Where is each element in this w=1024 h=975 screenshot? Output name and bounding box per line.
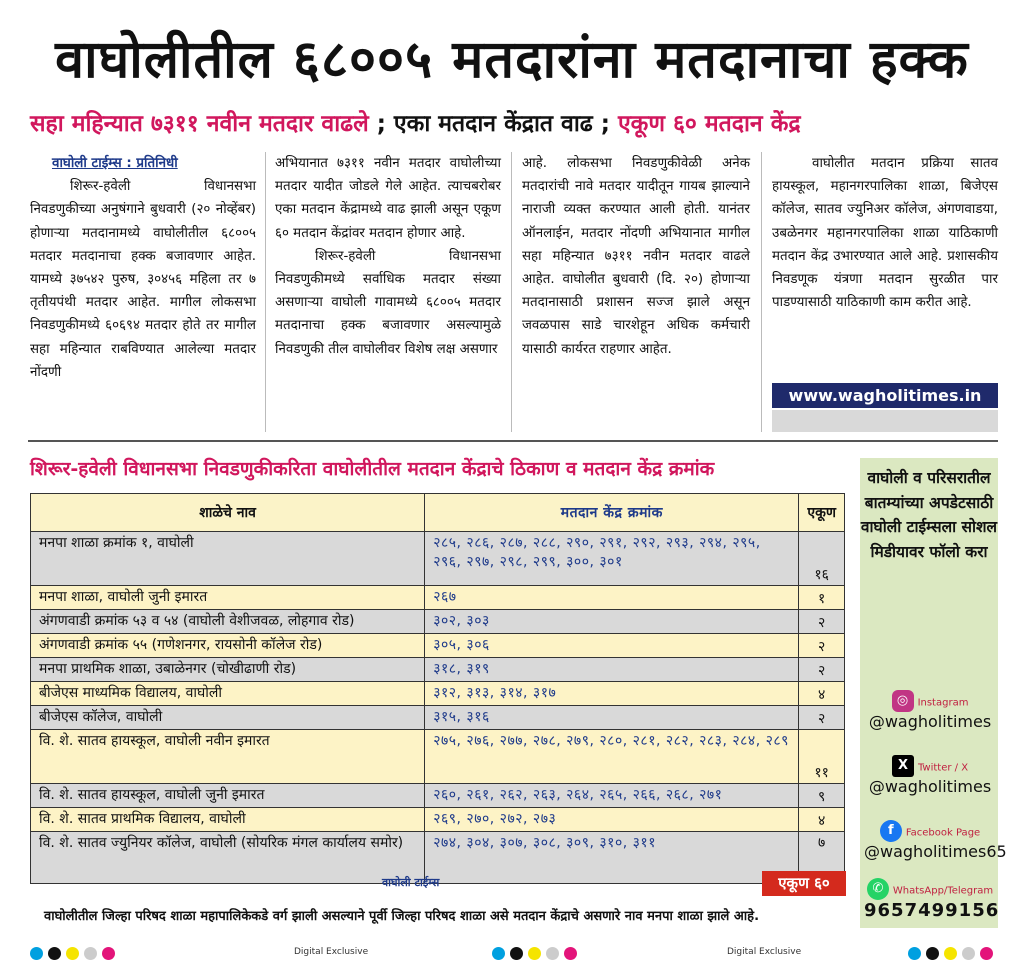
header-total: एकूण (799, 494, 845, 532)
grand-total-badge: एकूण ६० (762, 871, 846, 896)
cell-total: ७ (799, 832, 845, 884)
table-row (31, 586, 845, 610)
table-row (31, 658, 845, 682)
cell-nums: ३०५, ३०६ (425, 634, 799, 658)
article-column-1 (30, 152, 256, 384)
digital-exclusive-label: Digital Exclusive (727, 947, 802, 957)
header-booths: मतदान केंद्र क्रमांक (425, 494, 799, 532)
x-block[interactable] (864, 755, 996, 796)
article-paragraph: अभियानात ७३११ नवीन मतदार वाघोलीच्या मतदार यादीत जोडले गेले आहेत. त्याचबरोबर एका मतदान केंद्रामध्ये वाढ झाली असून एकूण ६० मतदान केंद्रांवर मतदान होणार आहे. (275, 156, 501, 241)
cell-nums: २६७ (425, 586, 799, 610)
cell-name: अंगणवाडी क्रमांक ५५ (गणेशनगर, रायसोनी कॉलेज रोड) (31, 634, 425, 658)
cell-name: मनपा शाळा, वाघोली जुनी इमारत (31, 586, 425, 610)
subhead-part2: ; एका मतदान केंद्रात वाढ ; (368, 111, 618, 137)
cell-nums: २७५, २७६, २७७, २७८, २७९, २८०, २८१, २८२, २८३, २८४, २८९ (425, 730, 799, 784)
article-paragraph: शिरूर-हवेली विधानसभा निवडणुकीच्या अनुषंगाने बुधवारी (२० नोव्हेंबर) होणाऱ्या मतदानामध्ये वाघोलीतील ६८००५ मतदार मतदानाचा हक्क बजावणार आहेत. यामध्ये ३७५४२ पुरुष, ३०४५६ महिला तर ७ तृतीयपंथी मतदार आहेत. मागील लोकसभा निवडणुकीमध्ये ६०६९४ मतदार होते तर मागील सहा महिन्यात राबविण्यात आलेल्या मतदार नोंदणी (30, 179, 256, 380)
instagram-icon: ◎ (892, 690, 914, 712)
instagram-handle[interactable]: @wagholitimes (868, 712, 992, 731)
instagram-label: Instagram (917, 697, 969, 709)
cell-total: १६ (799, 532, 845, 586)
whatsapp-icon: ✆ (867, 878, 889, 900)
whatsapp-block[interactable] (864, 878, 1000, 921)
article-column-3 (522, 152, 750, 361)
cell-name: वि. शे. सातव ज्युनियर कॉलेज, वाघोली (सोयरिक मंगल कार्यालय समोर) (31, 832, 425, 884)
table-header-row (31, 494, 845, 532)
cell-name: मनपा प्राथमिक शाळा, उबाळेनगर (चोखीढाणी रोड) (31, 658, 425, 682)
table-row (31, 808, 845, 832)
byline: वाघोली टाईम्स : प्रतिनिधी (52, 156, 178, 171)
cell-total: ११ (799, 730, 845, 784)
x-label: Twitter / X (917, 762, 969, 774)
table-row (31, 706, 845, 730)
instagram-block[interactable] (864, 690, 996, 731)
wagholi-times-logo: वाघोली टाईम्स (382, 876, 440, 889)
page-headline: वाघोलीतील ६८००५ मतदारांना मतदानाचा हक्क (55, 30, 969, 90)
cell-nums: २७४, ३०४, ३०७, ३०८, ३०९, ३१०, ३११ (425, 832, 799, 884)
color-registration-marks (30, 945, 120, 959)
cell-total: २ (799, 706, 845, 730)
cell-name: बीजेएस माध्यमिक विद्यालय, वाघोली (31, 682, 425, 706)
article-paragraph: आहे. लोकसभा निवडणुकीवेळी अनेक मतदारांची नावे मतदार यादीतून गायब झाल्याने नाराजी व्यक्त करण्यात आली होती. यानंतर ऑनलाईन, मतदार नोंदणी अभियानात मागील सहा महिन्यात ७३११ नवीन मतदार वाढले आहेत. वाघोलीत बुधवारी (दि. २०) होणाऱ्या मतदानासाठी प्रशासन सज्ज झाले असून जवळपास साडे चारशेहून अधिक कर्मचारी यासाठी कार्यरत राहणार आहेत. (522, 156, 750, 357)
cell-nums: २८५, २८६, २८७, २८८, २९०, २९१, २९२, २९३, २९४, २९५, २९६, २९७, २९८, २९९, ३००, ३०१ (425, 532, 799, 586)
cell-nums: ३१५, ३१६ (425, 706, 799, 730)
phone-number[interactable]: 9657499156 (864, 900, 1000, 921)
article-paragraph: शिरूर-हवेली विधानसभा निवडणुकीमध्ये सर्वाधिक मतदार संख्या असणाऱ्या वाघोली गावामध्ये ६८००५ मतदार मतदानाचा हक्क बजावणार असल्यामुळे निवडणुकी तील वाघोलीवर विशेष लक्ष असणार (275, 248, 501, 357)
article-paragraph: वाघोलीत मतदान प्रक्रिया सातव हायस्कूल, महानगरपालिका शाळा, बिजेएस कॉलेज, सातव ज्युनिअर कॉलेज, अंगणवाडया, उबळेनगर महानगरपालिका शाळा याठिकाणी मतदान केंद्र उभारण्यात आले आहे. प्रशासकीय निवडणूक यंत्रणा मतदान सुरळीत पार पाडण्यासाठी याठिकाणी काम करीत आहे. (772, 156, 998, 311)
gray-strip (772, 410, 998, 432)
subhead-part3: एकूण ६० मतदान केंद्र (617, 111, 801, 137)
table-row (31, 634, 845, 658)
cell-name: बीजेएस कॉलेज, वाघोली (31, 706, 425, 730)
cell-total: ४ (799, 682, 845, 706)
cell-nums: ३१८, ३१९ (425, 658, 799, 682)
cell-nums: २६९, २७०, २७२, २७३ (425, 808, 799, 832)
subheadline (30, 106, 801, 138)
cell-name: वि. शे. सातव प्राथमिक विद्यालय, वाघोली (31, 808, 425, 832)
color-registration-marks (492, 945, 582, 959)
table-row (31, 784, 845, 808)
color-registration-marks (908, 945, 998, 959)
cell-total: ४ (799, 808, 845, 832)
digital-exclusive-label: Digital Exclusive (294, 947, 369, 957)
cell-total: २ (799, 658, 845, 682)
website-banner[interactable]: www.wagholitimes.in (772, 383, 998, 408)
column-divider (265, 152, 266, 432)
cell-name: वि. शे. सातव हायस्कूल, वाघोली नवीन इमारत (31, 730, 425, 784)
table-row (31, 682, 845, 706)
cell-nums: ३१२, ३१३, ३१४, ३१७ (425, 682, 799, 706)
cell-name: अंगणवाडी क्रमांक ५३ व ५४ (वाघोली वेशीजवळ, लोहगाव रोड) (31, 610, 425, 634)
facebook-icon: f (880, 820, 902, 842)
table-footnote: वाघोलीतील जिल्हा परिषद शाळा महापालिकेकडे वर्ग झाली असल्याने पूर्वी जिल्हा परिषद शाळा असे मतदान केंद्राचे असणारे नाव मनपा शाळा झाले आहे. (44, 909, 760, 924)
cell-nums: ३०२, ३०३ (425, 610, 799, 634)
sidebar-follow-text: वाघोली व परिसरातील बातम्यांच्या अपडेटसाठी वाघोली टाईम्सला सोशल मिडीयावर फॉलो करा (860, 469, 998, 561)
cell-nums: २६०, २६१, २६२, २६३, २६४, २६५, २६६, २६८, २७१ (425, 784, 799, 808)
cell-name: मनपा शाळा क्रमांक १, वाघोली (31, 532, 425, 586)
column-divider (761, 152, 762, 432)
column-divider (511, 152, 512, 432)
article-column-2 (275, 152, 501, 361)
header-school: शाळेचे नाव (31, 494, 425, 532)
section-divider (28, 440, 998, 442)
table-row (31, 532, 845, 586)
cell-total: २ (799, 634, 845, 658)
facebook-block[interactable] (864, 820, 1007, 861)
table-title: शिरूर-हवेली विधानसभा निवडणुकीकरिता वाघोलीतील मतदान केंद्राचे ठिकाण व मतदान केंद्र क्रमांक (30, 458, 715, 480)
x-handle[interactable]: @wagholitimes (868, 777, 992, 796)
cell-total: १ (799, 586, 845, 610)
x-icon: X (892, 755, 914, 777)
cell-name: वि. शे. सातव हायस्कूल, वाघोली जुनी इमारत (31, 784, 425, 808)
article-column-4 (772, 152, 998, 314)
cell-total: ९ (799, 784, 845, 808)
polling-table (30, 493, 845, 884)
facebook-label: Facebook Page (905, 827, 981, 839)
whatsapp-label: WhatsApp/Telegram (892, 885, 994, 897)
table-row (31, 730, 845, 784)
cell-total: २ (799, 610, 845, 634)
table-row (31, 610, 845, 634)
subhead-part1: सहा महिन्यात ७३११ नवीन मतदार वाढले (30, 111, 369, 137)
facebook-handle[interactable]: @wagholitimes65 (864, 842, 1007, 861)
